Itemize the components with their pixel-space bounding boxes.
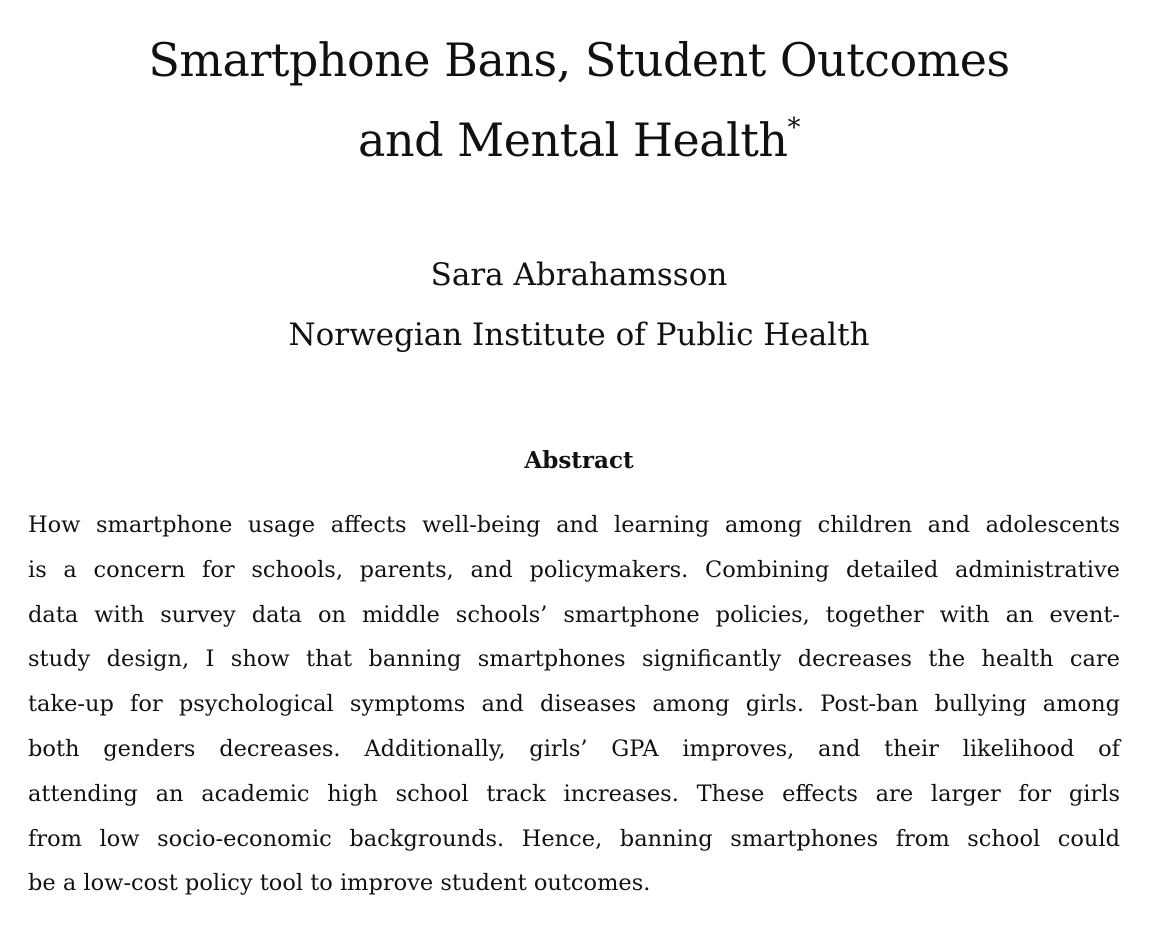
abstract-heading: Abstract: [524, 447, 634, 474]
author-affiliation: Norwegian Institute of Public Health: [288, 317, 870, 353]
title-footnote-mark: *: [787, 113, 800, 143]
abstract-body: [28, 503, 1120, 906]
title-line-2-text: and Mental Health: [358, 113, 788, 167]
abstract-line: How smartphone usage affects well-being and learning among children and adolescents: [28, 512, 1120, 538]
abstract-line: from low socio-economic backgrounds. Hence, banning smartphones from school could: [28, 825, 1120, 852]
abstract-line: attending an academic high school track increases. These effects are larger for girls: [28, 780, 1120, 807]
abstract-line: take-up for psychological symptoms and diseases among girls. Post-ban bullying among: [28, 691, 1120, 718]
abstract-line: both genders decreases. Additionally, girls’ GPA improves, and their likelihood of: [28, 735, 1120, 762]
abstract-line: study design, I show that banning smartphones significantly decreases the health care: [28, 646, 1120, 673]
title-line-1: Smartphone Bans, Student Outcomes: [148, 33, 1010, 87]
author-block: [0, 245, 1158, 365]
author-name: Sara Abrahamsson: [430, 257, 728, 293]
abstract-line: is a concern for schools, parents, and policymakers. Combining detailed administrative: [28, 556, 1120, 583]
title-line-2: [0, 100, 1158, 180]
paper-title: [0, 20, 1158, 180]
abstract-line: be a low-cost policy tool to improve student outcomes.: [28, 870, 651, 897]
abstract-line: data with survey data on middle schools’ smartphone policies, together with an event-: [28, 601, 1120, 628]
